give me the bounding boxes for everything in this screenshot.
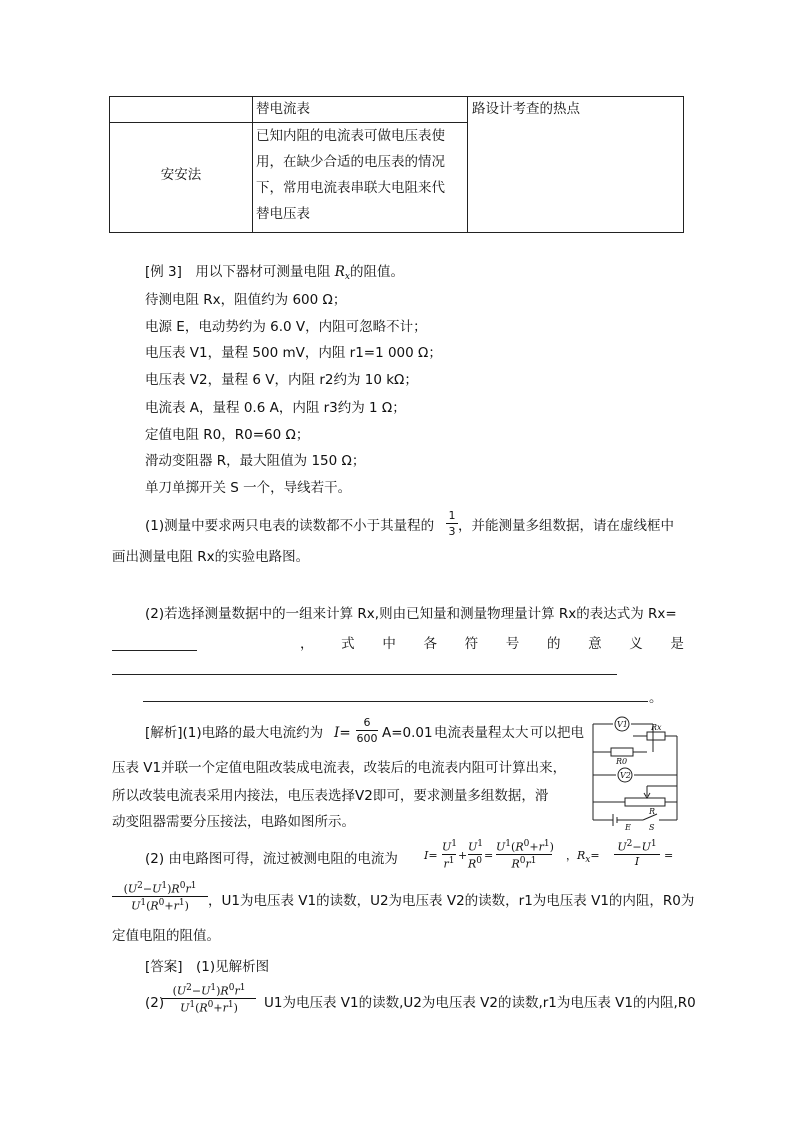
answer-text: U1为电压表 V1的读数,U2为电压表 V2的读数,r1为电压表 V1的内阻,R0 [264, 995, 696, 1011]
example-header: [例 3] 用以下器材可测量电阻 $R_x$的阻值。 [145, 264, 404, 282]
label-v1: V1 [617, 720, 628, 729]
question-1-text: 画出测量电阻 Rx的实验电路图。 [112, 549, 310, 565]
list-item: 电流表 A，量程 0.6 A，内阻 r3约为 1 Ω； [145, 400, 406, 416]
analysis-current: I= [334, 725, 351, 741]
table-divider [467, 97, 468, 232]
label-e: E [625, 823, 631, 832]
analysis-text: 所以改装电流表采用内接法，电压表选择V2即可，要求测量多组数据，滑 [112, 788, 549, 804]
list-item: 待测电阻 Rx，阻值约为 600 Ω； [145, 292, 347, 308]
table-row-divider [110, 122, 468, 123]
analysis-text: 动变阻器需要分压接法，电路如图所示。 [112, 814, 355, 830]
circuit-diagram [585, 712, 685, 832]
question-1-text: ，并能测量多组数据，请在虚线框中 [458, 518, 674, 534]
answer-header: [答案] (1)见解析图 [145, 959, 270, 975]
answer-blank [143, 701, 648, 702]
analysis-text: 可以把电 [530, 725, 584, 741]
list-item: 滑动变阻器 R，最大阻值为 150 Ω； [145, 453, 366, 469]
question-2-end: 。 [649, 690, 663, 706]
list-item: 电源 E，电动势约为 6.0 V，内阻可忽略不计； [145, 319, 427, 335]
analysis-text: [解析](1)电路的最大电流约为 [145, 725, 324, 741]
label-v2: V2 [620, 771, 631, 780]
analysis-text: 电流表量程太大 [434, 725, 529, 741]
analysis-text: 压表 V1并联一个定值电阻改装成电流表，改装后的电流表内阻可计算出来， [112, 760, 567, 776]
label-rx: Rx [651, 723, 662, 732]
fraction-one-third: 1 3 [446, 509, 458, 538]
table-cell-line: 下，常用电流表串联大电阻来代 [256, 180, 445, 196]
label-r0: R0 [616, 757, 628, 766]
table-cell-line: 已知内阻的电流表可做电压表使 [256, 128, 445, 144]
method-table [109, 96, 684, 233]
question-1-text: (1)测量中要求两只电表的读数都不小于其量程的 [145, 518, 435, 534]
analysis-text: ，U1为电压表 V1的读数，U2为电压表 V2的读数，r1为电压表 V1的内阻，R0为 [208, 893, 695, 909]
question-2-spaced-line: ， 式 中 各 符 号 的 意 义 是 [300, 636, 684, 652]
table-cell: 路设计考查的热点 [472, 101, 580, 117]
analysis-text: 定值电阻的阻值。 [112, 928, 220, 944]
answer-prefix: (2) [145, 995, 165, 1011]
table-cell: 替电流表 [256, 101, 310, 117]
fraction-6-over-600: 6 600 [356, 716, 378, 745]
rx-formula: $(U^2-U^1)R^0r^1$ $U^1(R^0+r^1)$ [112, 880, 208, 912]
answer-blank [112, 650, 197, 651]
table-cell-method: 安安法 [160, 167, 202, 183]
answer-formula: $(U^2-U^1)R^0r^1$ $U^1(R^0+r^1)$ [162, 982, 256, 1014]
list-item: 电压表 V1，量程 500 mV，内阻 r1=1 000 Ω； [145, 345, 442, 361]
answer-blank [112, 674, 617, 675]
list-item: 单刀单掷开关 S 一个，导线若干。 [145, 480, 352, 496]
current-formula: I= $U^1$ $r^1$ + $U^1$ $R^0$ = $U^1(R^0+r^1)$ $R^0r^1$ ，$R_x=$ $U^2-U^1$ I = [424, 839, 674, 871]
label-s: S [649, 823, 655, 832]
analysis-text: A=0.01 [382, 725, 433, 741]
list-item: 定值电阻 R0，R0=60 Ω； [145, 427, 310, 443]
table-cell-line: 替电压表 [256, 206, 310, 222]
analysis-text: (2) 由电路图可得，流过被测电阻的电流为 [145, 851, 398, 867]
table-cell-line: 用，在缺少合适的电压表的情况 [256, 154, 445, 170]
label-r: R [649, 807, 656, 816]
table-divider [252, 97, 253, 232]
question-2-text: (2)若选择测量数据中的一组来计算 Rx,则由已知量和测量物理量计算 Rx的表达式为 Rx= [145, 606, 677, 622]
list-item: 电压表 V2，量程 6 V，内阻 r2约为 10 kΩ； [145, 372, 418, 388]
